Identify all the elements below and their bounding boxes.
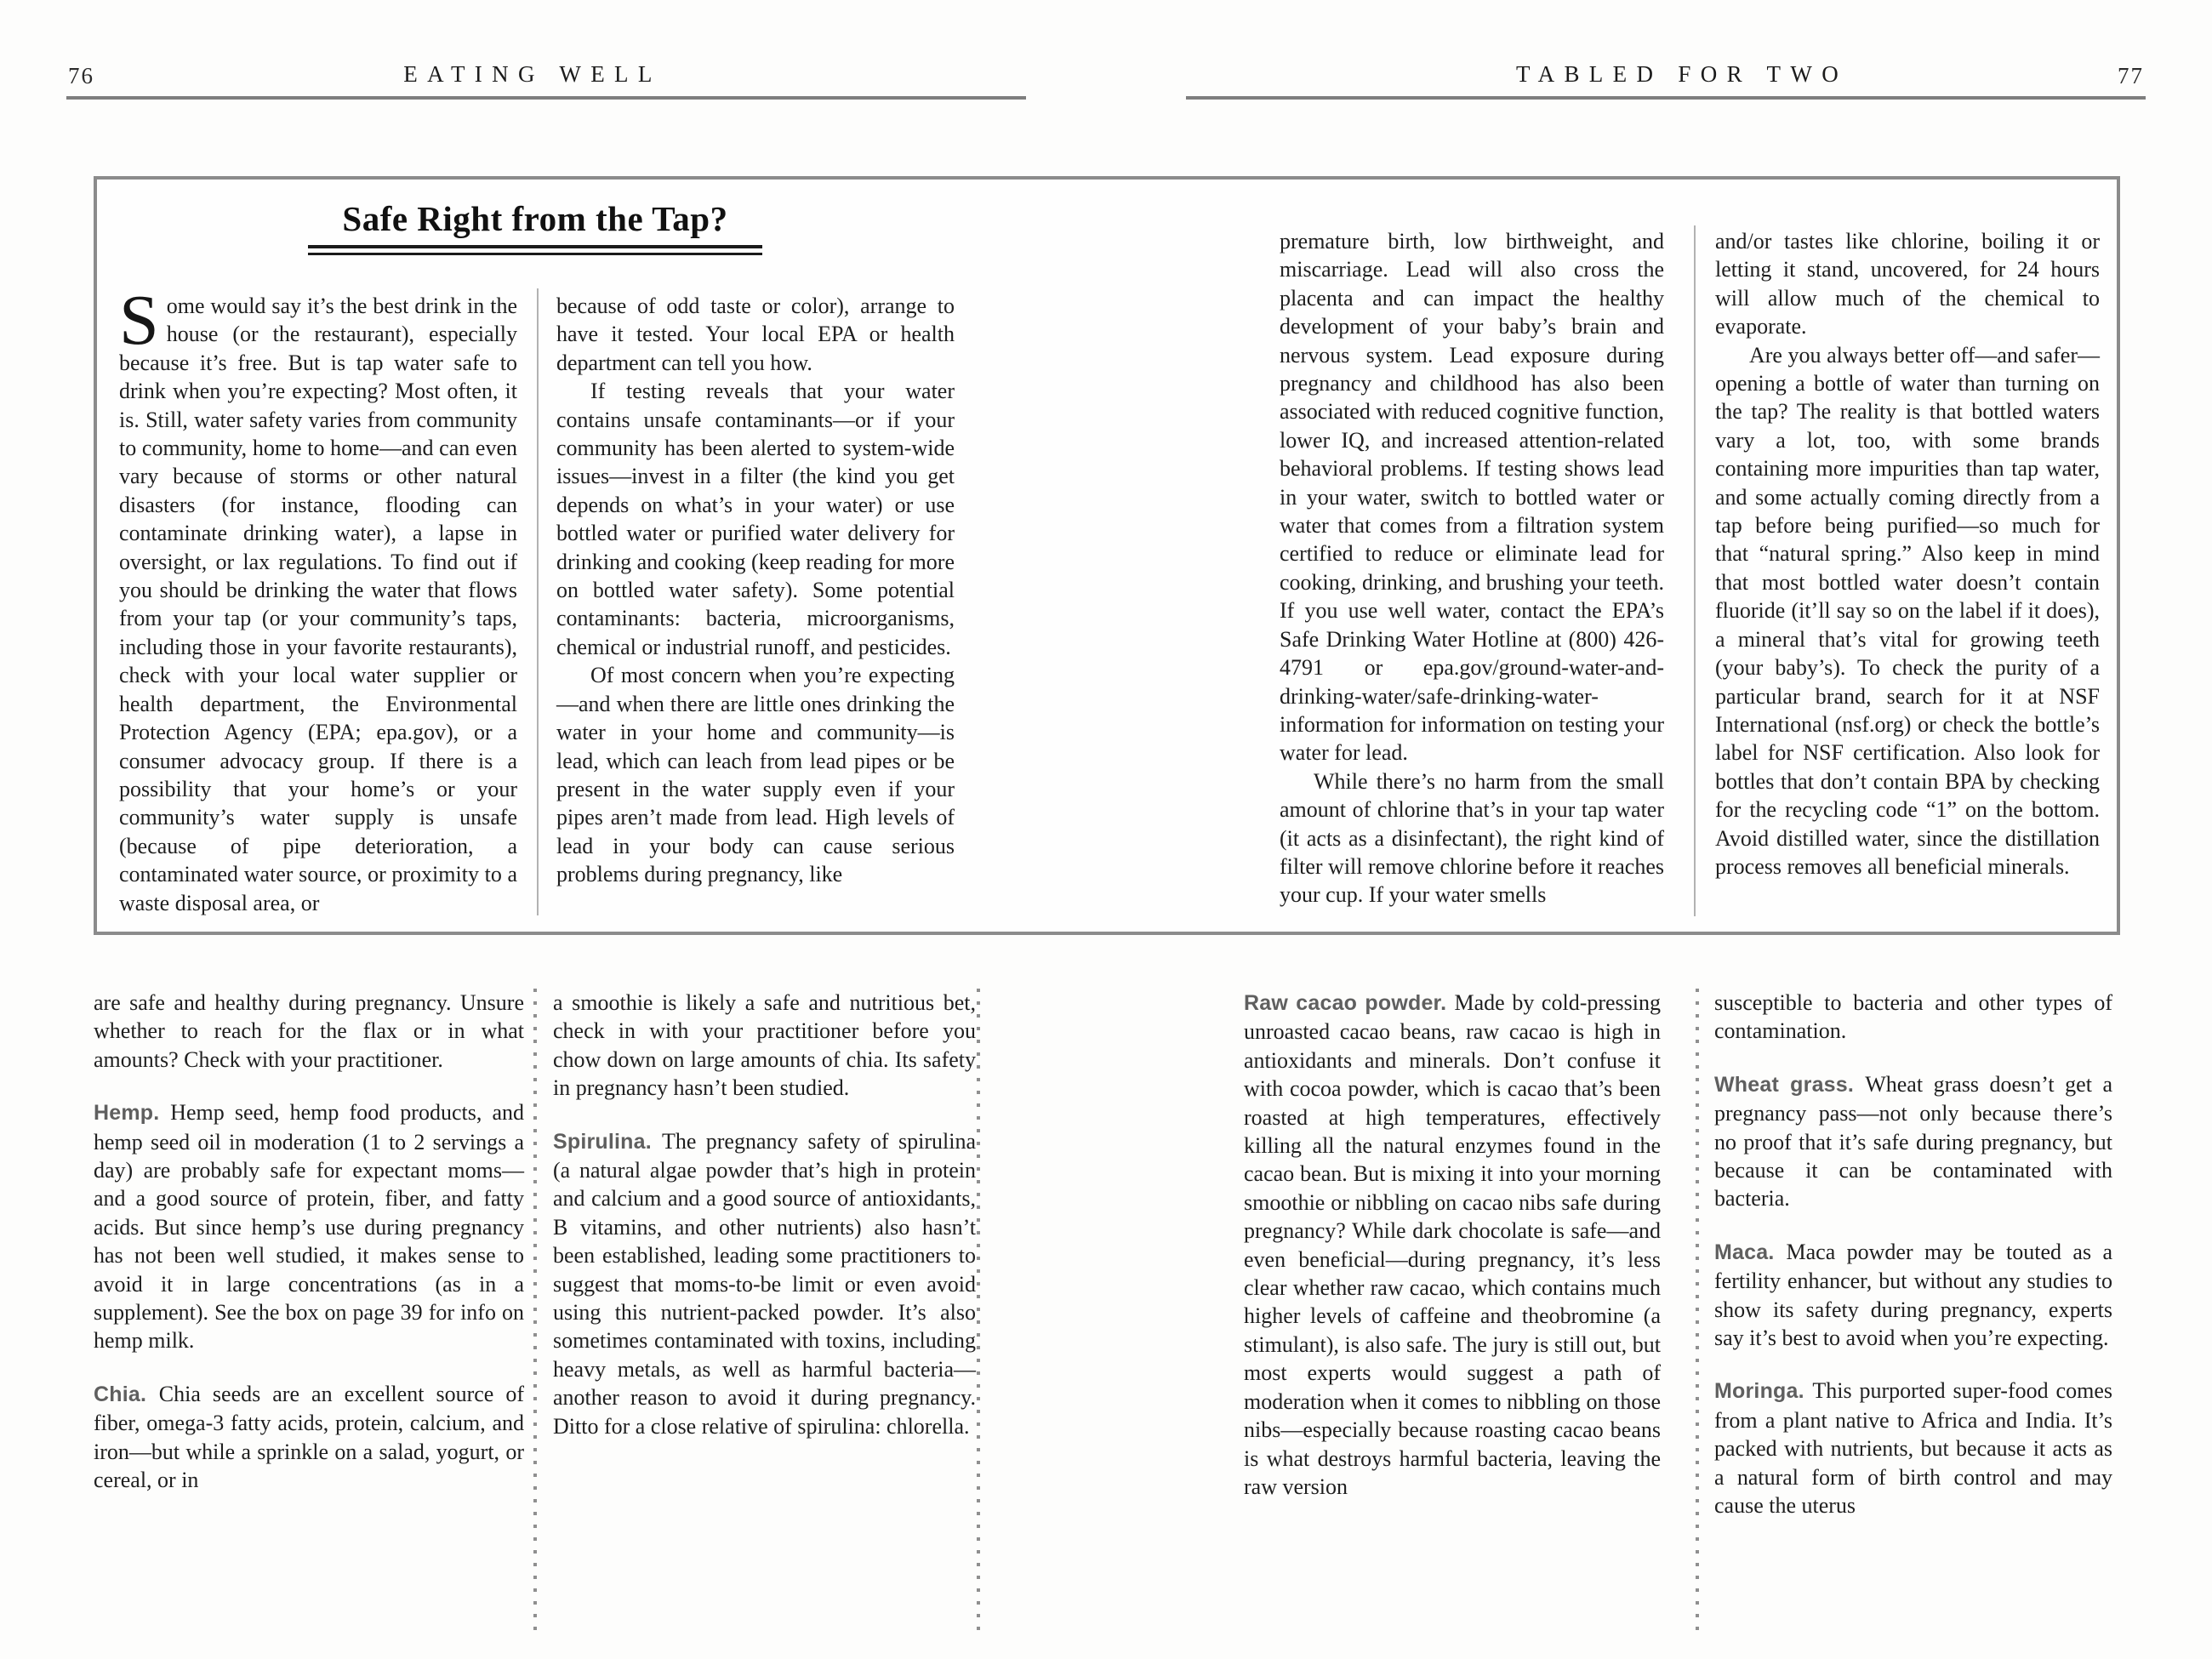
box-column-3 xyxy=(1280,227,1664,909)
term-lead-in: Hemp. xyxy=(94,1101,171,1126)
running-head-left: EATING WELL xyxy=(403,61,662,87)
paragraph: susceptible to bacteria and other types of contamination. xyxy=(1714,990,2112,1044)
box-title-block xyxy=(97,198,973,255)
running-head-right: TABLED FOR TWO xyxy=(1515,61,1849,87)
paragraph: Hemp. Hemp seed, hemp food products, and hemp seed oil in moderation (1 to 2 servings a day) are probably safe for expectant moms—and a good source of protein, fiber, and fatty acids. But since hemp’s use during pregnancy has not been well studied, it makes sense to avoid it in large concentrations (as in a supplement). See the box on page 39 for info on hemp milk. xyxy=(94,1100,524,1354)
paragraph: Wheat grass. Wheat grass doesn’t get a pregnancy pass—not only because there’s no proof that it’s safe during pregnancy, but because it can be contaminated with bacteria. xyxy=(1714,1071,2112,1211)
page-number-left: 76 xyxy=(68,63,94,88)
term-lead-in: Chia. xyxy=(94,1382,159,1406)
column-rule xyxy=(537,288,539,915)
paragraph: Are you always better off—and safer—opening a bottle of water than turning on the tap? The reality is that bottled waters vary a lot, too, with some brands containing more impurities than tap water, and some actually coming directly from a tap before being purified—so much for that “natural spring.” Also keep in mind that most bottled water doesn’t contain fluoride (it’ll say so on the label if it does), a mineral that’s vital for growing teeth (your baby’s). To check the purity of a particular brand, search for it at NSF International (nsf.org) or check the bottle’s label for NSF certification. Also look for bottles that don’t contain BPA by checking for the recycling code “1” on the bottom. Avoid distilled water, since the distillation process removes all beneficial minerals. xyxy=(1715,342,2100,879)
paragraph: Raw cacao powder. Made by cold-pressing unroasted cacao beans, raw cacao is high in antioxidants and minerals. Don’t confuse it with cocoa powder, which is cacao that’s been roasted at high temperatures, effectively killing all the natural enzymes found in the cacao bean. But is mixing it into your morning smoothie or nibbling on cacao nibs safe during pregnancy? While dark chocolate is safe—and even beneficial—during pregnancy, it’s less clear whether raw cacao, which contains much higher levels of caffeine and theobromine (a stimulant), is also safe. The jury is still out, but most experts would suggest a path of moderation when it comes to nibbling on those nibs—especially because roasting cacao beans is what destroys harmful bacteria, leaving the raw version xyxy=(1244,990,1662,1499)
term-lead-in: Wheat grass. xyxy=(1714,1072,1866,1097)
title-underline xyxy=(308,245,762,255)
term-lead-in: Maca. xyxy=(1714,1240,1787,1264)
article-column-4 xyxy=(1714,989,2112,1520)
box-title: Safe Right from the Tap? xyxy=(342,199,728,238)
paragraph: Some would say it’s the best drink in the house (or the restaurant), especially because it’s free. But is tap water safe to drink when you’re expecting? Most often, it is. Still, water safety varies from community to community, home to home—and can even vary because of storms or other natural disasters (for instance, flooding can contaminate drinking water), a lapse in oversight, or lax regulations. To find out if you should be drinking the water that flows from your tap (or your community’s taps, including those in your favorite restaurants), check with your local water supplier or health department, the Environmental Protection Agency (EPA; epa.gov), or a consumer advocacy group. If there is a possibility that your home’s or your community’s water supply is unsafe (because of pipe deterioration, a contaminated water source, or proximity to a waste disposal area, or xyxy=(119,281,517,915)
paragraph: Of most concern when you’re expecting—and when there are little ones drinking the water in your home and community—is lead, which can leach from lead pipes or be present in the water supply even if your pipes aren’t made from lead. High levels of lead in your body can cause serious problems during pregnancy, like xyxy=(556,663,955,887)
article-column-1 xyxy=(94,989,524,1495)
dotted-column-rule xyxy=(1696,989,1699,1639)
dotted-column-rule xyxy=(977,989,980,1639)
page-number-right: 77 xyxy=(2118,63,2144,88)
dotted-column-rule xyxy=(533,989,537,1639)
paragraph: and/or tastes like chlorine, boiling it or letting it stand, uncovered, for 24 hours will allow much of the chemical to evaporate. xyxy=(1715,229,2100,339)
column-rule xyxy=(1694,225,1696,916)
tap-water-sidebar-box xyxy=(94,176,2120,935)
paragraph: are safe and healthy during pregnancy. Unsure whether to reach for the flax or in what amounts? Check with your practitioner. xyxy=(94,990,524,1072)
paragraph: If testing reveals that your water contains unsafe contaminants—or if your community has been alerted to system-wide issues—invest in a filter (the kind you get depends on what’s in your water) or use bottled water or purified water delivery for drinking and cooking (keep reading for more on bottled water safety). Some potential contaminants: bacteria, microorganisms, chemical or industrial runoff, and pesticides. xyxy=(556,379,955,659)
box-column-2 xyxy=(556,292,955,889)
header-rule-left xyxy=(66,96,1026,100)
paragraph: Chia. Chia seeds are an excellent source of fiber, omega-3 fatty acids, protein, calcium, and iron—but while a sprinkle on a salad, yogurt, or cereal, or in xyxy=(94,1381,524,1493)
paragraph: Moringa. This purported super-food comes from a plant native to Africa and India. It’s packed with nutrients, but because it acts as a natural form of birth control and may cause the uterus xyxy=(1714,1378,2112,1519)
article-column-3 xyxy=(1244,989,1661,1501)
article-column-2 xyxy=(553,989,976,1440)
term-lead-in: Spirulina. xyxy=(553,1129,662,1154)
term-lead-in: Moringa. xyxy=(1714,1379,1813,1404)
header-rule-right xyxy=(1186,96,2146,100)
paragraph: premature birth, low birthweight, and miscarriage. Lead will also cross the placenta and can impact the healthy development of your baby’s brain and nervous system. Lead exposure during pregnancy and childhood has also been associated with reduced cognitive function, lower IQ, and increased attention-related behavioral problems. If testing shows lead in your water, switch to bottled water or water that comes from a filtration system certified to reduce or eliminate lead for cooking, drinking, and brushing your teeth. If you use well water, contact the EPA’s Safe Drinking Water Hotline at (800) 426-4791 or epa.gov/ground-water-and-drinking-water/safe-drinking-water-information for information on testing your water for lead. xyxy=(1280,229,1664,766)
term-lead-in: Raw cacao powder. xyxy=(1244,991,1455,1015)
paragraph: because of odd taste or color), arrange to have it tested. Your local EPA or health department can tell you how. xyxy=(556,294,955,375)
paragraph: Maca. Maca powder may be touted as a fertility enhancer, but without any studies to show its safety during pregnancy, experts say it’s best to avoid when you’re expecting. xyxy=(1714,1239,2112,1351)
drop-cap: S xyxy=(119,281,159,360)
paragraph: Spirulina. The pregnancy safety of spirulina (a natural algae powder that’s high in protein and calcium and a good source of antioxidants, B vitamins, and other nutrients) also hasn’t been established, leading some practitioners to suggest that moms-to-be limit or even avoid using this nutrient-packed powder. It’s also sometimes contaminated with toxins, including heavy metals, as well as harmful bacteria—another reason to avoid it during pregnancy. Ditto for a close relative of spirulina: chlorella. xyxy=(553,1128,976,1439)
paragraph: a smoothie is likely a safe and nutritious bet, check in with your practitioner before you chow down on large amounts of chia. Its safety in pregnancy hasn’t been studied. xyxy=(553,990,976,1101)
box-column-1 xyxy=(119,281,517,917)
paragraph: While there’s no harm from the small amount of chlorine that’s in your tap water (it acts as a disinfectant), the right kind of filter will remove chlorine before it reaches your cup. If your water smells xyxy=(1280,768,1664,908)
box-column-4 xyxy=(1715,227,2100,881)
